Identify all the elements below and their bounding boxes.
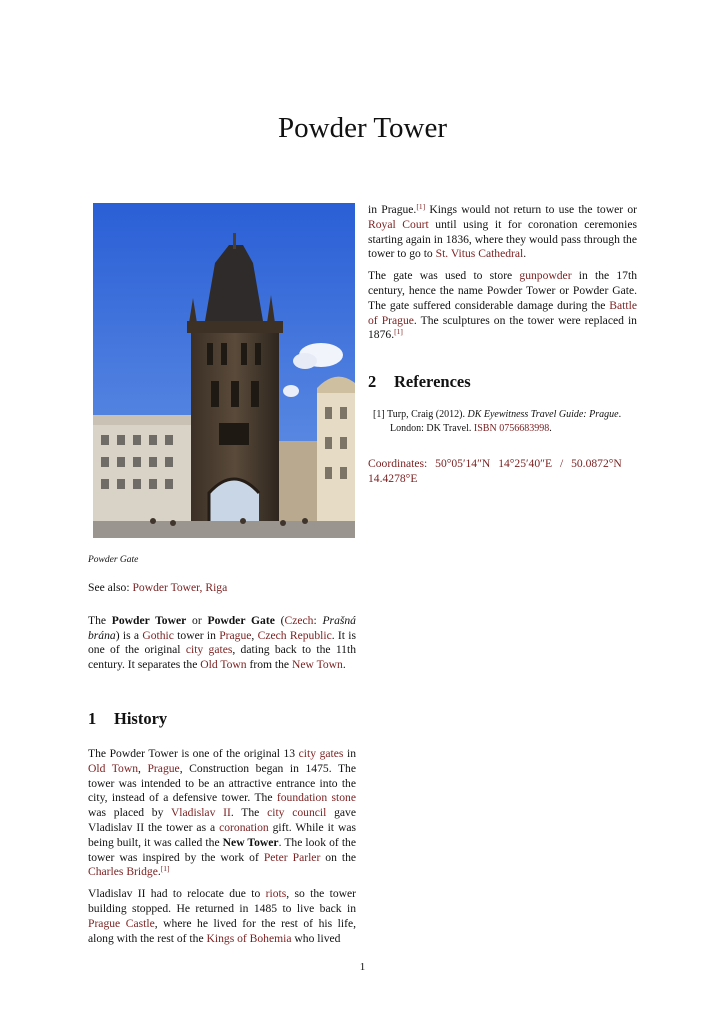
text: .	[157, 865, 161, 879]
text: The Powder Tower is one of the original 13	[88, 746, 299, 760]
citation-link[interactable]: [1]	[160, 864, 170, 874]
link-prague-castle[interactable]: Prague Castle	[88, 916, 155, 930]
text: on the	[320, 850, 357, 864]
section-number: 2	[368, 372, 377, 392]
text: .	[523, 247, 527, 261]
link-vladislav-ii[interactable]: Vladislav II	[170, 806, 231, 820]
bold-term: New Tower	[222, 835, 279, 849]
link-kings-of-bohemia[interactable]: Kings of Bohemia	[206, 931, 292, 945]
text: , so the tower building stopped. He returned in 1485 to live back in	[88, 887, 356, 915]
text: Kings would not return to use the tower or	[425, 203, 637, 216]
section-title: History	[114, 708, 168, 728]
link-prague[interactable]: Prague	[147, 761, 180, 775]
figure-caption: Powder Gate	[88, 555, 139, 565]
intro-paragraph	[88, 614, 356, 673]
reference-author: Turp, Craig (2012).	[387, 409, 465, 421]
link-czech[interactable]: Czech	[284, 613, 314, 627]
reference-title: DK Eyewitness Travel Guide: Prague	[467, 409, 619, 421]
bold-term: Powder Tower	[111, 613, 187, 627]
text: Vladislav II had to relocate due to	[88, 887, 266, 901]
link-coronation[interactable]: coronation	[219, 820, 269, 834]
text: :	[313, 613, 323, 627]
right-column	[368, 203, 637, 487]
section-number: 1	[88, 708, 97, 728]
section-heading-references	[368, 372, 637, 392]
link-charles-bridge[interactable]: Charles Bridge	[88, 865, 158, 879]
isbn-link[interactable]: ISBN 0756683998	[473, 422, 550, 434]
history-paragraph-3	[368, 203, 637, 262]
text: (	[274, 613, 285, 627]
link-royal-court[interactable]: Royal Court	[368, 217, 429, 231]
text: The	[88, 613, 112, 627]
reference-publisher: . London: DK Travel.	[390, 409, 622, 434]
text: , dating back to the 11th century. It separates the	[88, 643, 357, 672]
coordinates[interactable]: Coordinates: 50°05′14″N 14°25′40″E / 50.0872°N 14.4278°E	[368, 457, 622, 485]
text: , where he lived for the rest of his life, along with the rest of the	[88, 916, 357, 945]
text: ,	[251, 628, 258, 642]
text: tower in	[173, 628, 220, 642]
history-paragraph-4	[368, 269, 637, 343]
citation-link[interactable]: [1]	[394, 327, 403, 337]
link-battle-of-prague[interactable]: Battle of Prague	[368, 298, 637, 327]
see-also-link[interactable]: Powder Tower, Riga	[132, 581, 228, 594]
link-peter-parler[interactable]: Peter Parler	[263, 850, 321, 864]
link-new-town[interactable]: New Town	[291, 658, 343, 672]
link-prague[interactable]: Prague	[219, 628, 252, 642]
text: was placed by	[88, 806, 171, 820]
link-city-gates[interactable]: city gates	[298, 746, 344, 760]
text: in	[343, 746, 356, 760]
history-paragraph-1	[88, 747, 356, 880]
link-old-town[interactable]: Old Town	[88, 761, 138, 775]
text: .	[342, 658, 346, 672]
link-old-town[interactable]: Old Town	[200, 658, 247, 672]
text: from the	[246, 658, 292, 672]
link-city-council[interactable]: city council	[267, 806, 327, 820]
link-gunpowder[interactable]: gunpowder	[519, 269, 572, 283]
page-number: 1	[359, 961, 366, 973]
text: . The look of the tower was inspired by the work of	[88, 835, 356, 864]
text: . The sculptures on the tower were replaced in 1876.	[368, 313, 637, 342]
reference-item	[368, 408, 637, 435]
text: ,	[138, 761, 148, 775]
text: . It is one of the original	[88, 628, 357, 657]
link-st-vitus-cathedral[interactable]: St. Vitus Cathedral	[435, 247, 524, 261]
history-paragraph-2	[88, 887, 356, 946]
text: The gate was used to store	[368, 269, 520, 283]
text: ) is a	[115, 628, 143, 642]
text: in the 17th century, hence the name Powder Tower or Powder Gate. The gate suffered considerable damage during the	[368, 269, 637, 312]
reference-label: [1]	[373, 409, 385, 421]
link-riots[interactable]: riots	[265, 887, 287, 901]
text: , Construction began in 1475. The tower was intended to be an attractive entrance into the city, instead of a defensive tower. The	[88, 761, 356, 805]
powder-tower-photo[interactable]	[93, 203, 355, 538]
link-foundation-stone[interactable]: foundation stone	[276, 791, 356, 805]
citation-link[interactable]: [1]	[416, 202, 426, 211]
text: or	[186, 613, 208, 627]
see-also-prefix: See also:	[88, 581, 130, 594]
text: in Prague.	[368, 203, 417, 216]
link-czech-republic[interactable]: Czech Republic	[257, 628, 332, 642]
bold-term: Powder Gate	[207, 613, 275, 627]
text: gave Vladislav II the tower as a	[88, 806, 356, 834]
link-city-gates[interactable]: city gates	[185, 643, 233, 657]
text: gift. While it was being built, it was called the	[88, 820, 356, 849]
text: . The	[230, 806, 268, 820]
text: .	[549, 422, 552, 434]
see-also	[88, 581, 356, 596]
link-gothic[interactable]: Gothic	[142, 628, 174, 642]
czech-name: Prašná brána	[88, 613, 356, 642]
page-title: Powder Tower	[278, 112, 447, 144]
section-heading-history	[88, 709, 356, 729]
text: who lived	[291, 931, 341, 945]
section-title: References	[394, 372, 471, 392]
text: until using it for coronation ceremonies starting again in 1836, where they would pass through the tower to go to	[368, 217, 637, 261]
left-column	[88, 203, 356, 946]
